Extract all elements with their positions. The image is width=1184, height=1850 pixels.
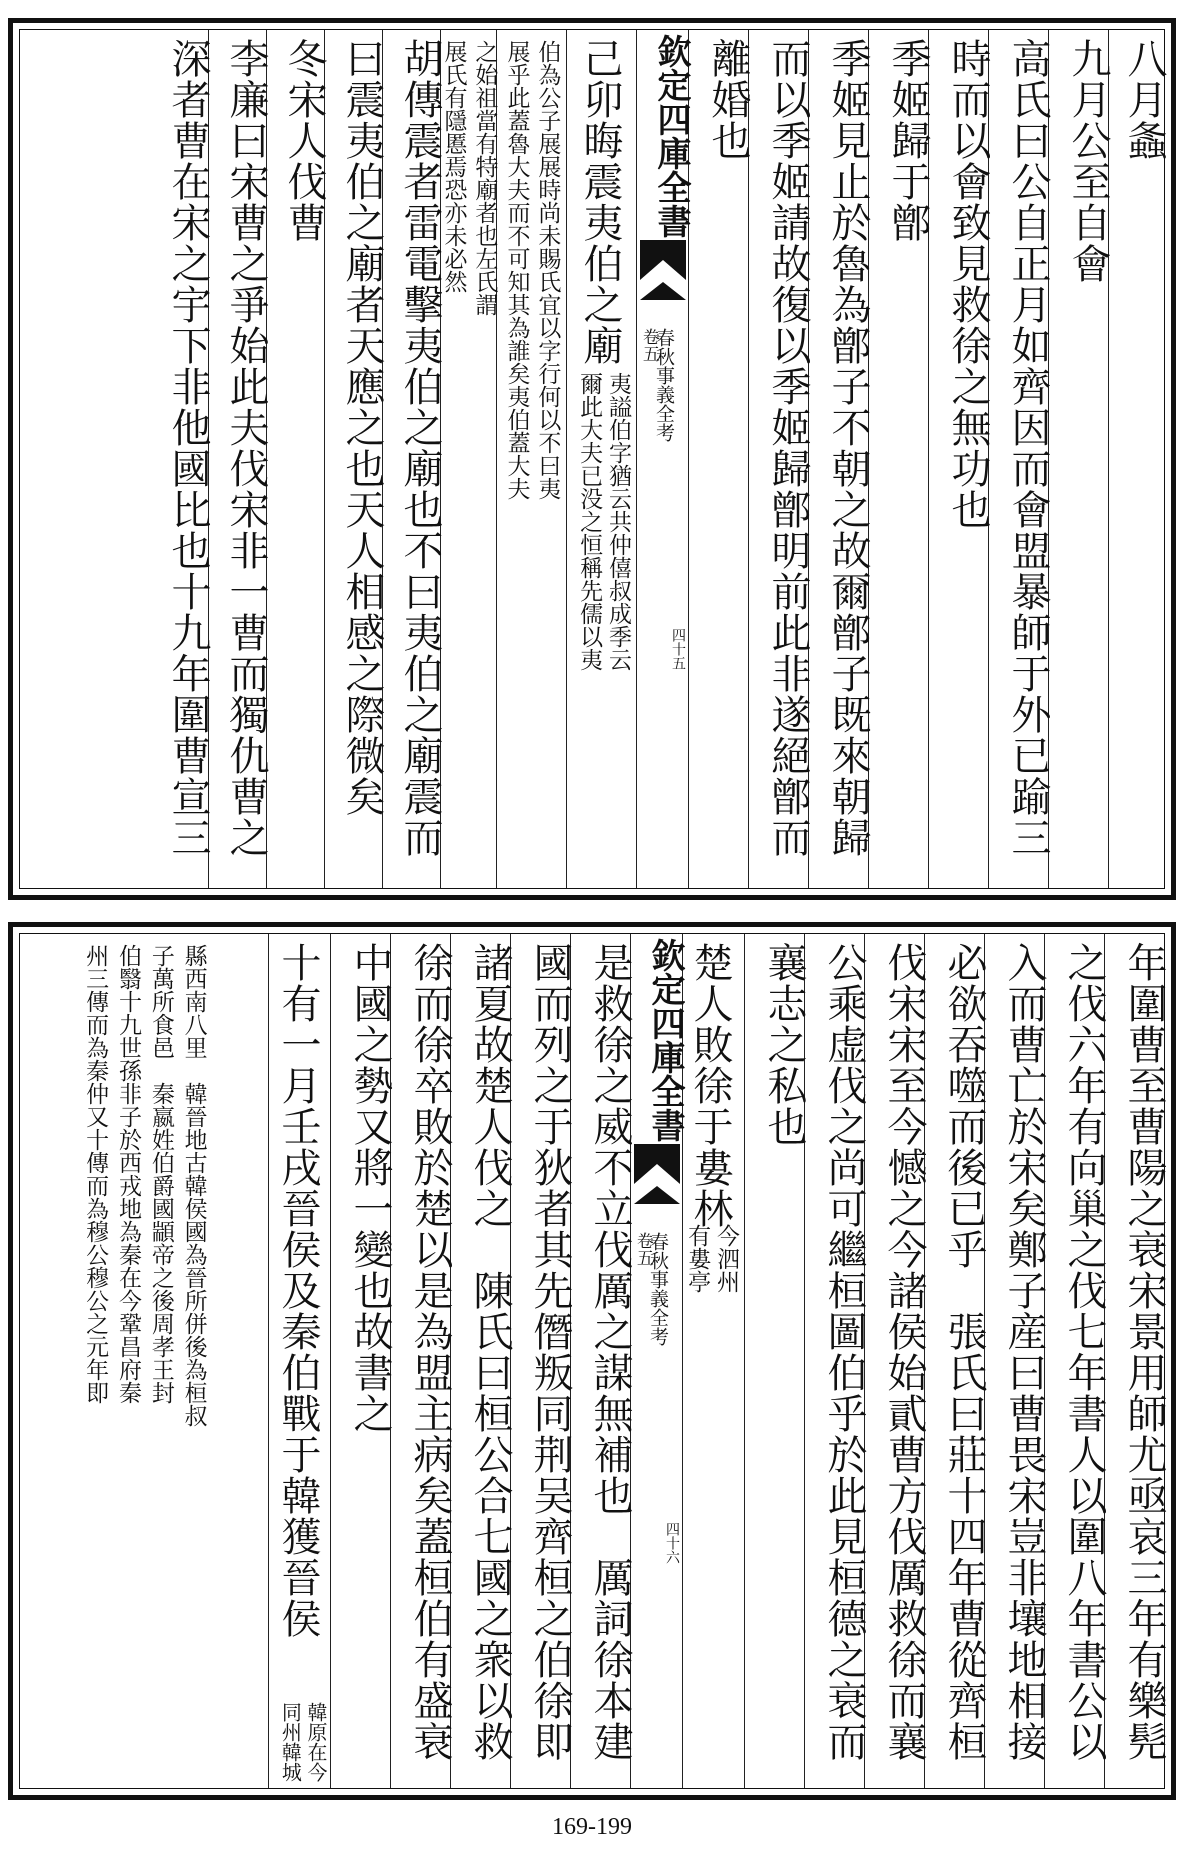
bottom-columns [20, 934, 1167, 1788]
series-title: 欽定四庫全書 [645, 938, 685, 1142]
page-number: 四十五 [670, 628, 686, 670]
page-top [8, 18, 1176, 900]
text-column: 楚人敗徐于婁林 今泗州 有婁亭 [682, 934, 744, 1788]
text-column: 年圍曹至曹陽之衰宋景用師尤亟哀三年有樂髡 [1104, 934, 1164, 1788]
text-column: 之伐六年有向巢之伐七年書人以圍八年書公以 [1044, 934, 1104, 1788]
text-column: 時而以會致見救徐之無功也 [928, 30, 988, 888]
page-bottom [8, 922, 1176, 1800]
text-column: 中國之勢又將一變也故書之 [330, 934, 390, 1788]
page-number: 四十六 [664, 1522, 680, 1564]
note-column: 伯為公子展展時尚未賜氏宜以字行何以不曰夷 展乎此蓋魯大夫而不可知其為誰矣夷伯蓋大夫 [496, 30, 566, 888]
text-column: 季姬歸于鄫 [868, 30, 928, 888]
text-column: 伐宋宋至今憾之今諸侯始貳曹方伐厲救徐而襄 [864, 934, 924, 1788]
note-column: 之始祖當有特廟者也左氏謂 展氏有隱慝焉恐亦未必然 [440, 30, 496, 888]
volume-label: 卷五 [638, 328, 659, 362]
text-column: 曰震夷伯之廟者天應之也天人相感之際微矣 [324, 30, 382, 888]
series-title: 欽定四庫全書 [651, 34, 691, 238]
text-column: 諸夏故楚人伐之 陳氏曰桓公合七國之衆以救 [450, 934, 510, 1788]
fish-tail-ornament [640, 240, 686, 300]
text-column: 是救徐之威不立伐厲之謀無補也 厲詞徐本建 [570, 934, 630, 1788]
text-column: 高氏曰公自正月如齊因而會盟暴師于外已踰三 [988, 30, 1048, 888]
text-column: 徐而徐卒敗於楚以是為盟主病矣蓋桓伯有盛衰 [390, 934, 450, 1788]
center-ribbon [636, 30, 691, 888]
text-column: 公乘虚伐之尚可繼桓圖伯乎於此見桓德之衰而 [804, 934, 864, 1788]
text-column: 離婚也 [688, 30, 748, 888]
text-column: 襄志之私也 [744, 934, 804, 1788]
volume-label: 卷五 [632, 1232, 653, 1266]
book-title: 春秋事義全考 [652, 328, 675, 442]
center-ribbon [630, 934, 685, 1788]
text-column: 胡傳震者雷電擊夷伯之廟也不曰夷伯之廟震而 [382, 30, 440, 888]
text-column: 十有一月壬戌晉侯及秦伯戰于韓獲晉侯 韓原在今 同州韓城 [268, 934, 330, 1788]
text-column: 必欲吞噬而後已乎 張氏曰莊十四年曹從齊桓 [924, 934, 984, 1788]
text-column: 季姬見止於魯為鄫子不朝之故爾鄫子既來朝歸 [808, 30, 868, 888]
text-column: 李廉曰宋曹之爭始此夫伐宋非一曹而獨仇曹之 [208, 30, 266, 888]
book-title: 春秋事義全考 [646, 1232, 669, 1346]
top-columns [20, 30, 1167, 888]
note-column: 縣西南八里 韓晉地古韓侯國為晉所併後為桓叔 子萬所食邑 秦嬴姓伯爵國顓帝之後周孝王封 伯翳十九世孫非子於西戎地為秦在今鞏昌府秦 州三傳而為秦仲又十傳而為穆公穆公之元年即 [82, 944, 207, 1427]
text-column: 冬宋人伐曹 [266, 30, 324, 888]
text-column: 而以季姬請故復以季姬歸鄫明前此非遂絕鄫而 [748, 30, 808, 888]
text-column: 深者曹在宋之宇下非他國比也十九年圍曹宣三 [165, 38, 211, 858]
footer-page-number: 169-199 [552, 1814, 632, 1840]
text-column: 入而曹亡於宋矣鄭子産曰曹畏宋豈非壤地相接 [984, 934, 1044, 1788]
text-column: 己卯晦震夷伯之廟 夷謚伯字猶云共仲僖叔成季云 爾此大夫已没之恒稱先儒以夷 [566, 30, 636, 888]
text-column: 八月螽 [1108, 30, 1164, 888]
text-column: 九月公至自會 [1048, 30, 1108, 888]
fish-tail-ornament [634, 1144, 680, 1204]
text-column: 國而列之于狄者其先僭叛同荆吴齊桓之伯徐即 [510, 934, 570, 1788]
